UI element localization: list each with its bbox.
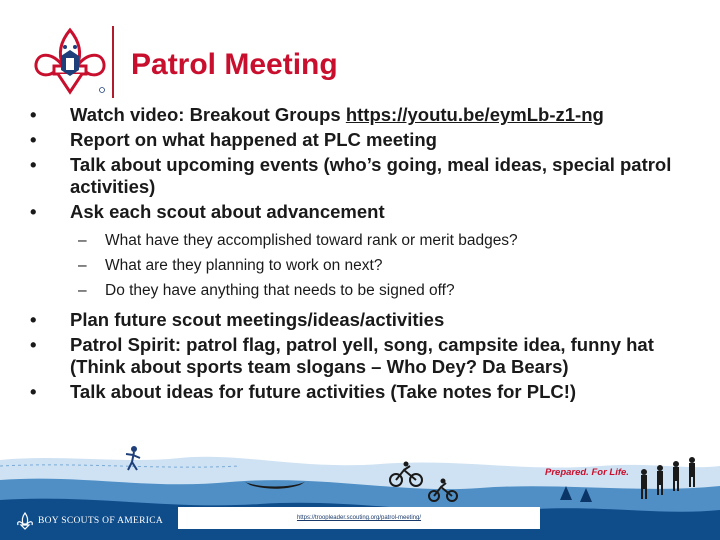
bullet-marker: • (30, 309, 37, 330)
sub-bullet-list (30, 231, 710, 301)
bullet-item (30, 381, 710, 403)
sub-bullet-text: What are they planning to work on next? (105, 257, 383, 274)
sub-bullet-marker: – (78, 282, 87, 299)
bullet-text: Watch video: Breakout Groups (70, 104, 346, 125)
bullet-list (30, 104, 710, 406)
video-link[interactable]: https://youtu.be/eymLb-z1-ng (345, 104, 604, 125)
bullet-item (30, 334, 710, 378)
org-name: BOY SCOUTS OF AMERICA (38, 516, 163, 526)
fleur-de-lis-logo-icon (30, 26, 110, 98)
tagline: Prepared. For Life. (545, 467, 629, 478)
sub-bullet-group (30, 231, 710, 301)
footer-link[interactable]: https://troopleader.scouting.org/patrol-meeting/ (296, 515, 422, 521)
bullet-marker: • (30, 334, 37, 355)
bsa-emblem-icon (16, 512, 34, 530)
bullet-item (30, 129, 710, 151)
bullet-marker: • (30, 381, 37, 402)
footer-link-box (178, 507, 540, 529)
sub-bullet-item (30, 231, 710, 251)
bullet-marker: • (30, 129, 37, 150)
sub-bullet-marker: – (78, 232, 87, 249)
bullet-text: Talk about upcoming events (who’s going, meal ideas, special patrol activities) (70, 154, 672, 197)
bullet-text: Talk about ideas for future activities (Take notes for PLC!) (70, 381, 577, 402)
sub-bullet-text: Do they have anything that needs to be signed off? (105, 282, 455, 299)
sub-bullet-text: What have they accomplished toward rank or merit badges? (105, 232, 518, 249)
sub-bullet-item (30, 256, 710, 276)
bullet-marker: • (30, 154, 37, 175)
sub-bullet-item (30, 281, 710, 301)
bullet-item (30, 154, 710, 198)
bullet-text: Report on what happened at PLC meeting (70, 129, 437, 150)
bullet-marker: • (30, 201, 37, 222)
bullet-item (30, 104, 710, 126)
bullet-marker: • (30, 104, 37, 125)
sub-bullet-marker: – (78, 257, 87, 274)
bullet-text: Ask each scout about advancement (70, 201, 385, 222)
bullet-text: Patrol Spirit: patrol flag, patrol yell, song, campsite idea, funny hat (Think about sports team slogans – Who Dey? Da Bears) (70, 334, 654, 377)
bullet-item (30, 201, 710, 223)
bullet-item (30, 309, 710, 331)
bullet-text: Plan future scout meetings/ideas/activities (70, 309, 445, 330)
header-divider (112, 26, 114, 98)
page-title: Patrol Meeting (131, 48, 338, 81)
